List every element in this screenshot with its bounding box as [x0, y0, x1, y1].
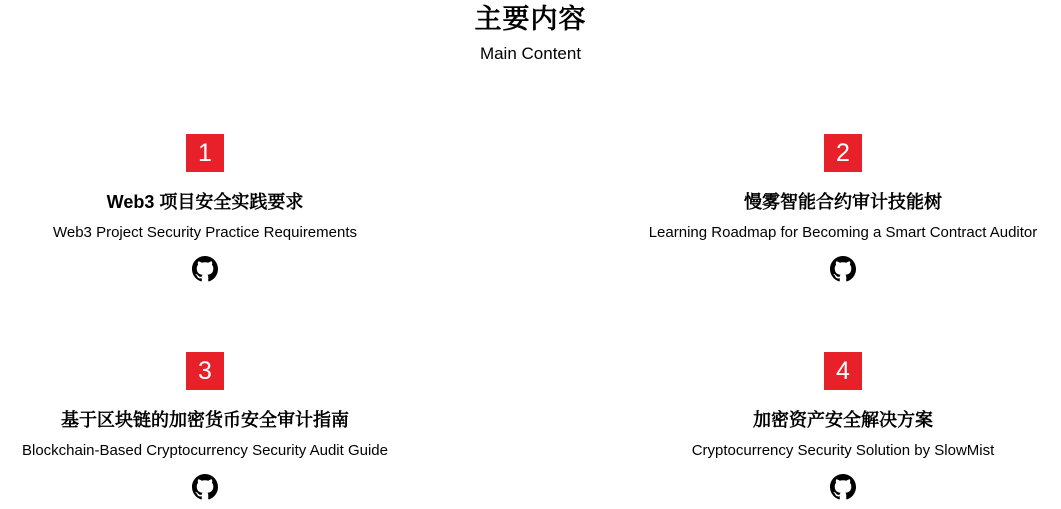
- item-subtitle: Cryptocurrency Security Solution by SlowMist: [691, 442, 995, 459]
- item-number-badge: 2: [824, 134, 862, 172]
- item-title: Web3 项目安全实践要求: [106, 192, 304, 212]
- item-title: 加密资产安全解决方案: [753, 410, 933, 430]
- github-icon[interactable]: [192, 256, 218, 282]
- item-number-badge: 4: [824, 352, 862, 390]
- github-icon[interactable]: [830, 474, 856, 500]
- item-number-badge: 1: [186, 134, 224, 172]
- item-number-badge: 3: [186, 352, 224, 390]
- github-icon[interactable]: [830, 256, 856, 282]
- content-item-4: [583, 352, 1061, 509]
- content-item-2: [583, 134, 1061, 294]
- item-subtitle: Blockchain-Based Cryptocurrency Security Audit Guide: [21, 442, 388, 459]
- item-title: 基于区块链的加密货币安全审计指南: [61, 410, 349, 430]
- content-item-1: [0, 134, 465, 294]
- item-subtitle: Web3 Project Security Practice Requirements: [52, 224, 357, 241]
- section-subtitle: Main Content: [479, 44, 582, 63]
- content-item-3: [0, 352, 465, 509]
- item-subtitle: Learning Roadmap for Becoming a Smart Contract Auditor: [648, 224, 1038, 241]
- item-title: 慢雾智能合约审计技能树: [744, 192, 942, 212]
- section-title: 主要内容: [474, 4, 587, 34]
- github-icon[interactable]: [192, 474, 218, 500]
